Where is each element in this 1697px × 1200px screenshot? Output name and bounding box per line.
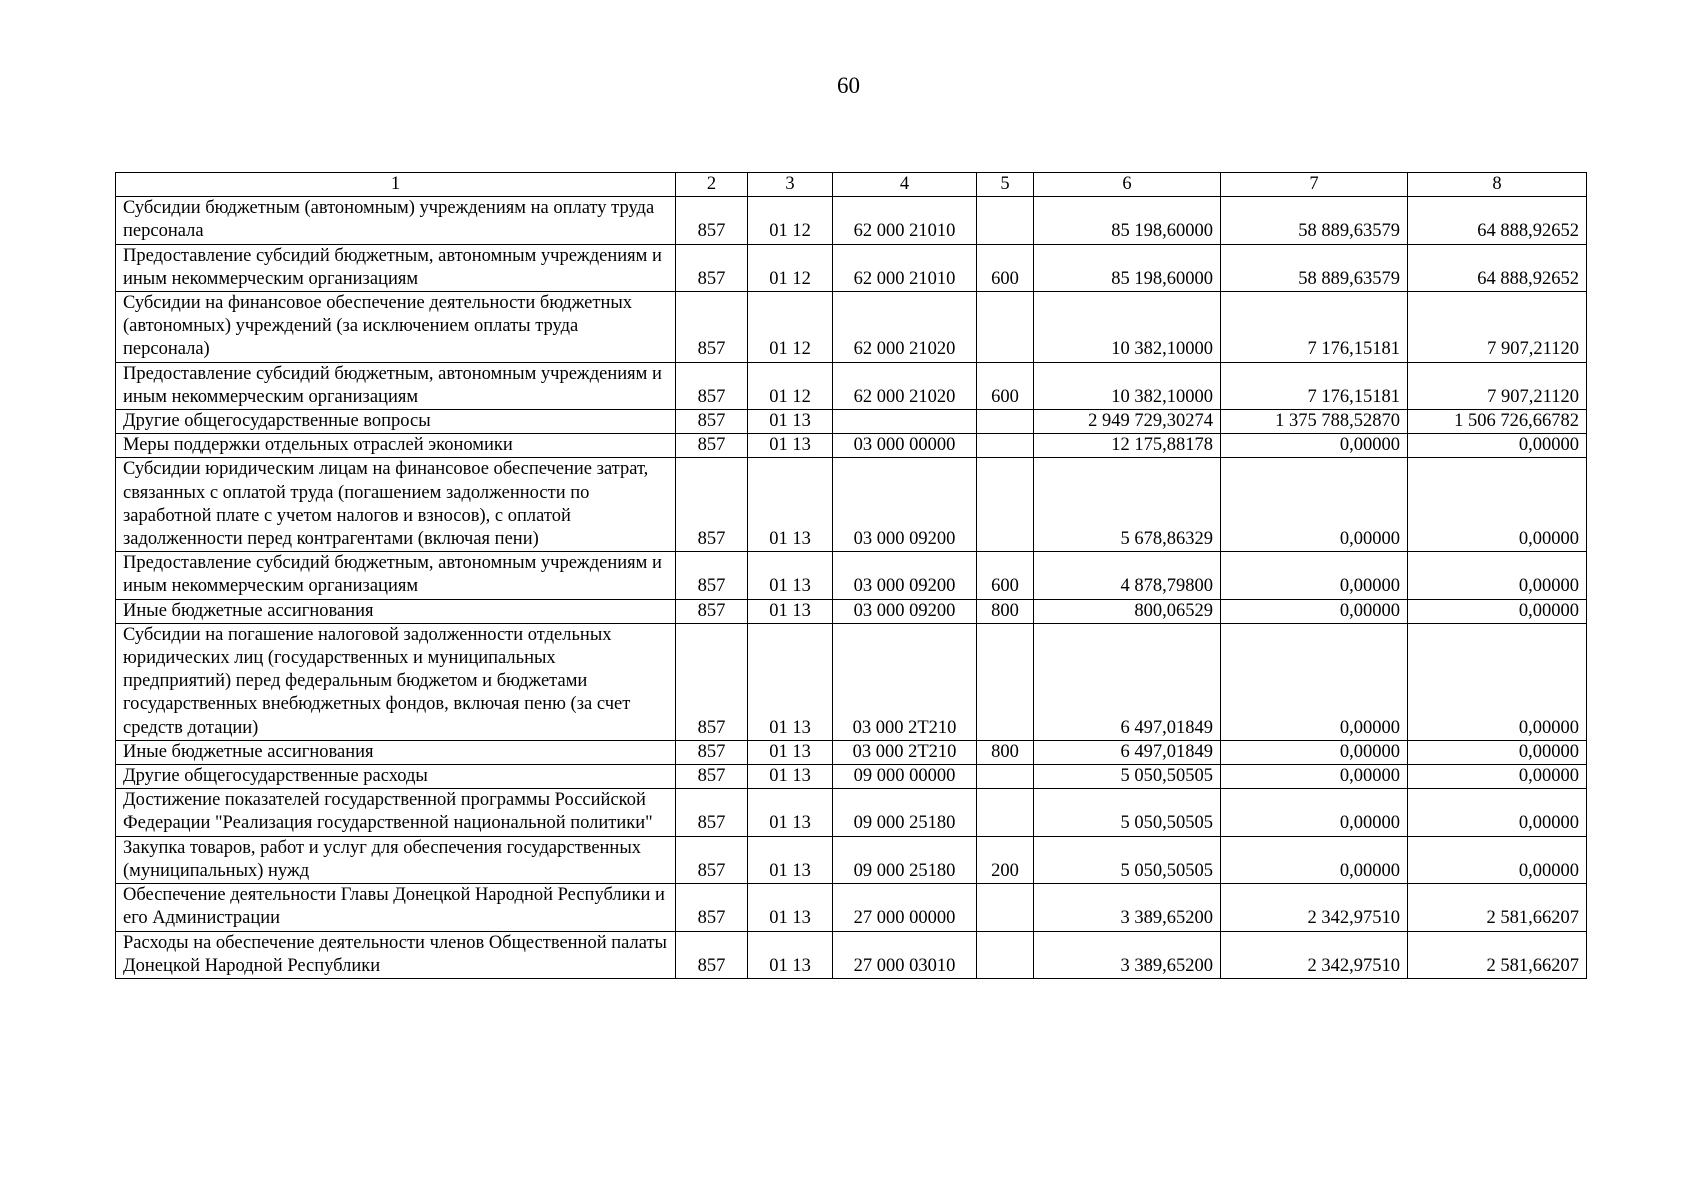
amount-col7-cell: 0,00000 bbox=[1221, 836, 1408, 883]
ministry-code-cell: 857 bbox=[676, 552, 748, 599]
item-name-cell: Расходы на обеспечение деятельности членов Общественной палаты Донецкой Народной Республики bbox=[116, 931, 676, 978]
section-code-cell: 01 12 bbox=[748, 292, 833, 363]
table-row bbox=[116, 410, 1587, 434]
header-row bbox=[116, 173, 1587, 197]
amount-col8-cell: 0,00000 bbox=[1408, 623, 1587, 740]
amount-col6-cell: 12 175,88178 bbox=[1034, 434, 1221, 458]
item-name-cell: Меры поддержки отдельных отраслей экономики bbox=[116, 434, 676, 458]
target-code-cell bbox=[833, 410, 977, 434]
amount-col6-cell: 3 389,65200 bbox=[1034, 884, 1221, 931]
item-name-cell: Другие общегосударственные расходы bbox=[116, 765, 676, 789]
item-name-cell: Предоставление субсидий бюджетным, автономным учреждениям и иным некоммерческим организациям bbox=[116, 244, 676, 291]
amount-col7-cell: 0,00000 bbox=[1221, 434, 1408, 458]
expense-type-cell bbox=[977, 434, 1034, 458]
expense-type-cell bbox=[977, 765, 1034, 789]
amount-col8-cell: 0,00000 bbox=[1408, 552, 1587, 599]
item-name-cell: Иные бюджетные ассигнования bbox=[116, 740, 676, 764]
expense-type-cell bbox=[977, 931, 1034, 978]
section-code-cell: 01 12 bbox=[748, 197, 833, 244]
section-code-cell: 01 13 bbox=[748, 884, 833, 931]
amount-col8-cell: 1 506 726,66782 bbox=[1408, 410, 1587, 434]
table-row bbox=[116, 599, 1587, 623]
table-row bbox=[116, 884, 1587, 931]
amount-col8-cell: 0,00000 bbox=[1408, 599, 1587, 623]
item-name-cell: Субсидии на погашение налоговой задолженности отдельных юридических лиц (государственных и муниципальных предприятий) перед федеральным бюджетом и бюджетами государственных внебюджетных фондов, включая пеню (за счет средств дотации) bbox=[116, 623, 676, 740]
item-name-cell: Достижение показателей государственной программы Российской Федерации "Реализация государственной национальной политики" bbox=[116, 789, 676, 836]
expense-type-cell: 600 bbox=[977, 244, 1034, 291]
target-code-cell: 09 000 25180 bbox=[833, 836, 977, 883]
amount-col6-cell: 85 198,60000 bbox=[1034, 244, 1221, 291]
section-code-cell: 01 13 bbox=[748, 740, 833, 764]
amount-col6-cell: 5 050,50505 bbox=[1034, 789, 1221, 836]
ministry-code-cell: 857 bbox=[676, 765, 748, 789]
ministry-code-cell: 857 bbox=[676, 789, 748, 836]
amount-col7-cell: 0,00000 bbox=[1221, 765, 1408, 789]
amount-col7-cell: 7 176,15181 bbox=[1221, 292, 1408, 363]
target-code-cell: 09 000 00000 bbox=[833, 765, 977, 789]
amount-col6-cell: 3 389,65200 bbox=[1034, 931, 1221, 978]
table-row bbox=[116, 789, 1587, 836]
section-code-cell: 01 13 bbox=[748, 623, 833, 740]
target-code-cell: 27 000 03010 bbox=[833, 931, 977, 978]
amount-col7-cell: 0,00000 bbox=[1221, 458, 1408, 552]
amount-col8-cell: 64 888,92652 bbox=[1408, 244, 1587, 291]
target-code-cell: 62 000 21020 bbox=[833, 362, 977, 409]
item-name-cell: Субсидии на финансовое обеспечение деятельности бюджетных (автономных) учреждений (за исключением оплаты труда персонала) bbox=[116, 292, 676, 363]
item-name-cell: Другие общегосударственные вопросы bbox=[116, 410, 676, 434]
amount-col6-cell: 4 878,79800 bbox=[1034, 552, 1221, 599]
page-number: 60 bbox=[837, 73, 860, 98]
section-code-cell: 01 13 bbox=[748, 599, 833, 623]
ministry-code-cell: 857 bbox=[676, 410, 748, 434]
amount-col8-cell: 0,00000 bbox=[1408, 458, 1587, 552]
target-code-cell: 03 000 2Т210 bbox=[833, 740, 977, 764]
column-header-8: 8 bbox=[1408, 173, 1587, 197]
ministry-code-cell: 857 bbox=[676, 931, 748, 978]
amount-col6-cell: 5 678,86329 bbox=[1034, 458, 1221, 552]
amount-col6-cell: 10 382,10000 bbox=[1034, 292, 1221, 363]
section-code-cell: 01 13 bbox=[748, 836, 833, 883]
amount-col7-cell: 58 889,63579 bbox=[1221, 244, 1408, 291]
target-code-cell: 03 000 09200 bbox=[833, 552, 977, 599]
column-header-4: 4 bbox=[833, 173, 977, 197]
amount-col8-cell: 2 581,66207 bbox=[1408, 884, 1587, 931]
table-row bbox=[116, 362, 1587, 409]
amount-col6-cell: 800,06529 bbox=[1034, 599, 1221, 623]
table-row bbox=[116, 931, 1587, 978]
amount-col6-cell: 85 198,60000 bbox=[1034, 197, 1221, 244]
item-name-cell: Предоставление субсидий бюджетным, автономным учреждениям и иным некоммерческим организациям bbox=[116, 362, 676, 409]
amount-col7-cell: 0,00000 bbox=[1221, 789, 1408, 836]
table-row bbox=[116, 244, 1587, 291]
column-header-6: 6 bbox=[1034, 173, 1221, 197]
target-code-cell: 03 000 00000 bbox=[833, 434, 977, 458]
amount-col8-cell: 0,00000 bbox=[1408, 765, 1587, 789]
target-code-cell: 03 000 2Т210 bbox=[833, 623, 977, 740]
amount-col7-cell: 0,00000 bbox=[1221, 623, 1408, 740]
item-name-cell: Закупка товаров, работ и услуг для обеспечения государственных (муниципальных) нужд bbox=[116, 836, 676, 883]
amount-col8-cell: 0,00000 bbox=[1408, 789, 1587, 836]
expense-type-cell: 800 bbox=[977, 599, 1034, 623]
ministry-code-cell: 857 bbox=[676, 836, 748, 883]
column-header-5: 5 bbox=[977, 173, 1034, 197]
target-code-cell: 62 000 21020 bbox=[833, 292, 977, 363]
amount-col6-cell: 6 497,01849 bbox=[1034, 740, 1221, 764]
amount-col7-cell: 7 176,15181 bbox=[1221, 362, 1408, 409]
section-code-cell: 01 13 bbox=[748, 765, 833, 789]
section-code-cell: 01 13 bbox=[748, 552, 833, 599]
table-body bbox=[116, 197, 1587, 979]
item-name-cell: Предоставление субсидий бюджетным, автономным учреждениям и иным некоммерческим организациям bbox=[116, 552, 676, 599]
expense-type-cell bbox=[977, 789, 1034, 836]
ministry-code-cell: 857 bbox=[676, 434, 748, 458]
expense-type-cell: 600 bbox=[977, 362, 1034, 409]
item-name-cell: Субсидии юридическим лицам на финансовое обеспечение затрат, связанных с оплатой труда (погашением задолженности по заработной плате с учетом налогов и взносов), с оплатой задолженности перед контрагентами (включая пени) bbox=[116, 458, 676, 552]
budget-table bbox=[115, 172, 1587, 979]
column-header-2: 2 bbox=[676, 173, 748, 197]
table-row bbox=[116, 836, 1587, 883]
target-code-cell: 62 000 21010 bbox=[833, 244, 977, 291]
amount-col8-cell: 2 581,66207 bbox=[1408, 931, 1587, 978]
ministry-code-cell: 857 bbox=[676, 458, 748, 552]
amount-col7-cell: 2 342,97510 bbox=[1221, 931, 1408, 978]
target-code-cell: 62 000 21010 bbox=[833, 197, 977, 244]
expense-type-cell: 800 bbox=[977, 740, 1034, 764]
table-row bbox=[116, 292, 1587, 363]
ministry-code-cell: 857 bbox=[676, 740, 748, 764]
table-row bbox=[116, 458, 1587, 552]
target-code-cell: 27 000 00000 bbox=[833, 884, 977, 931]
target-code-cell: 03 000 09200 bbox=[833, 458, 977, 552]
amount-col6-cell: 2 949 729,30274 bbox=[1034, 410, 1221, 434]
expense-type-cell: 200 bbox=[977, 836, 1034, 883]
table-header bbox=[116, 173, 1587, 197]
ministry-code-cell: 857 bbox=[676, 244, 748, 291]
section-code-cell: 01 12 bbox=[748, 362, 833, 409]
expense-type-cell bbox=[977, 410, 1034, 434]
amount-col7-cell: 0,00000 bbox=[1221, 740, 1408, 764]
table-row bbox=[116, 197, 1587, 244]
amount-col8-cell: 7 907,21120 bbox=[1408, 292, 1587, 363]
section-code-cell: 01 13 bbox=[748, 434, 833, 458]
ministry-code-cell: 857 bbox=[676, 623, 748, 740]
amount-col8-cell: 7 907,21120 bbox=[1408, 362, 1587, 409]
expense-type-cell bbox=[977, 623, 1034, 740]
amount-col7-cell: 0,00000 bbox=[1221, 599, 1408, 623]
target-code-cell: 03 000 09200 bbox=[833, 599, 977, 623]
table-row bbox=[116, 765, 1587, 789]
amount-col7-cell: 1 375 788,52870 bbox=[1221, 410, 1408, 434]
item-name-cell: Обеспечение деятельности Главы Донецкой Народной Республики и его Администрации bbox=[116, 884, 676, 931]
expense-type-cell bbox=[977, 197, 1034, 244]
amount-col8-cell: 0,00000 bbox=[1408, 740, 1587, 764]
item-name-cell: Иные бюджетные ассигнования bbox=[116, 599, 676, 623]
amount-col6-cell: 6 497,01849 bbox=[1034, 623, 1221, 740]
column-header-1: 1 bbox=[116, 173, 676, 197]
amount-col6-cell: 5 050,50505 bbox=[1034, 765, 1221, 789]
ministry-code-cell: 857 bbox=[676, 599, 748, 623]
section-code-cell: 01 13 bbox=[748, 789, 833, 836]
column-header-3: 3 bbox=[748, 173, 833, 197]
section-code-cell: 01 13 bbox=[748, 410, 833, 434]
target-code-cell: 09 000 25180 bbox=[833, 789, 977, 836]
ministry-code-cell: 857 bbox=[676, 197, 748, 244]
section-code-cell: 01 12 bbox=[748, 244, 833, 291]
table-row bbox=[116, 552, 1587, 599]
amount-col7-cell: 2 342,97510 bbox=[1221, 884, 1408, 931]
expense-type-cell bbox=[977, 458, 1034, 552]
amount-col6-cell: 5 050,50505 bbox=[1034, 836, 1221, 883]
ministry-code-cell: 857 bbox=[676, 362, 748, 409]
amount-col8-cell: 64 888,92652 bbox=[1408, 197, 1587, 244]
ministry-code-cell: 857 bbox=[676, 292, 748, 363]
expense-type-cell bbox=[977, 292, 1034, 363]
table-row bbox=[116, 740, 1587, 764]
section-code-cell: 01 13 bbox=[748, 931, 833, 978]
table-row bbox=[116, 623, 1587, 740]
amount-col7-cell: 0,00000 bbox=[1221, 552, 1408, 599]
section-code-cell: 01 13 bbox=[748, 458, 833, 552]
amount-col7-cell: 58 889,63579 bbox=[1221, 197, 1408, 244]
amount-col6-cell: 10 382,10000 bbox=[1034, 362, 1221, 409]
expense-type-cell bbox=[977, 884, 1034, 931]
expense-type-cell: 600 bbox=[977, 552, 1034, 599]
column-header-7: 7 bbox=[1221, 173, 1408, 197]
table-row bbox=[116, 434, 1587, 458]
item-name-cell: Субсидии бюджетным (автономным) учреждениям на оплату труда персонала bbox=[116, 197, 676, 244]
amount-col8-cell: 0,00000 bbox=[1408, 434, 1587, 458]
ministry-code-cell: 857 bbox=[676, 884, 748, 931]
amount-col8-cell: 0,00000 bbox=[1408, 836, 1587, 883]
